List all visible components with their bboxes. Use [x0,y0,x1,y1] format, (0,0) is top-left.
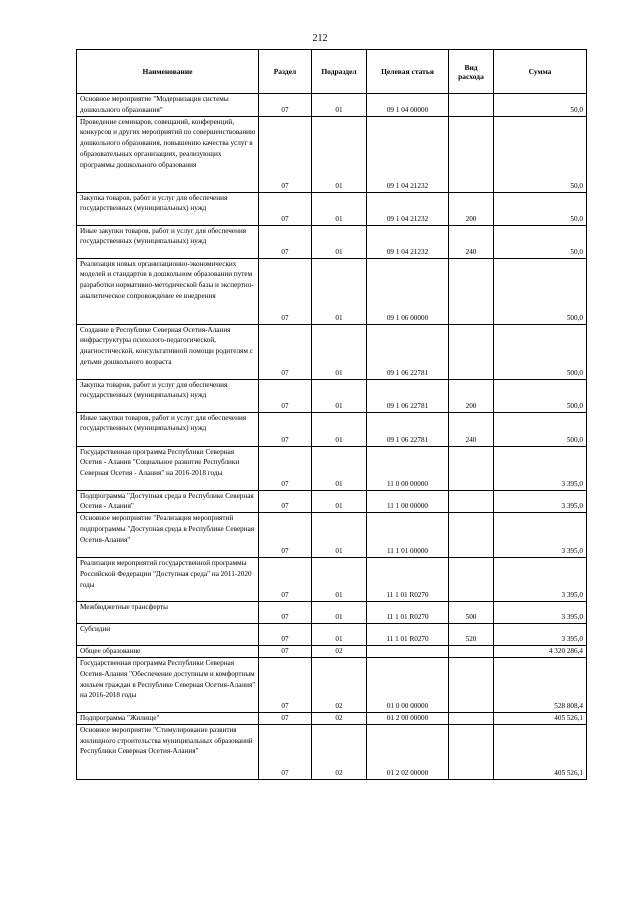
table-body [77,94,587,780]
table-row [77,558,587,602]
row-sum: 500,0 [494,379,587,412]
table-row [77,116,587,192]
row-section: 07 [259,324,312,379]
row-target: 09 1 06 22781 [367,412,449,446]
row-expense-type [449,712,494,724]
row-expense-type [449,646,494,658]
table-row [77,324,587,379]
row-subsection: 01 [312,94,367,117]
row-name: Реализация новых организационно-экономических моделей и стандартов в дошкольном образовании путем разработки нормативно-методической базы и экспертно-аналитическое сопровождение ее внедрения [77,258,259,324]
row-subsection: 01 [312,412,367,446]
row-expense-type [449,324,494,379]
row-expense-type [449,657,494,712]
row-target: 01 2 00 00000 [367,712,449,724]
row-subsection: 01 [312,324,367,379]
table-row [77,446,587,490]
row-name: Основное мероприятие "Реализация мероприятий подпрограммы "Доступная среда в Республике Северная Осетия-Алания" [77,513,259,558]
table-row [77,657,587,712]
row-section: 07 [259,192,312,225]
row-sum: 500,0 [494,258,587,324]
row-subsection: 02 [312,646,367,658]
row-section: 07 [259,94,312,117]
table-row [77,258,587,324]
row-target: 09 1 06 22781 [367,379,449,412]
row-name: Закупка товаров, работ и услуг для обеспечения государственных (муниципальных) нужд [77,192,259,225]
row-sum: 4 320 286,4 [494,646,587,658]
row-subsection: 02 [312,712,367,724]
row-subsection: 01 [312,446,367,490]
header-subsection: Подраздел [312,50,367,94]
table-row [77,192,587,225]
row-sum: 500,0 [494,412,587,446]
row-section: 07 [259,490,312,513]
row-name: Иные закупки товаров, работ и услуг для обеспечения государственных (муниципальных) нужд [77,412,259,446]
row-target: 11 1 01 00000 [367,513,449,558]
row-subsection: 01 [312,624,367,646]
budget-table [76,49,587,780]
row-section: 07 [259,602,312,624]
row-target: 11 1 01 R0270 [367,624,449,646]
row-expense-type [449,724,494,779]
row-sum: 3 395,0 [494,602,587,624]
row-name: Субсидии [77,624,259,646]
row-expense-type: 500 [449,602,494,624]
row-section: 07 [259,724,312,779]
row-expense-type [449,94,494,117]
row-sum: 50,0 [494,192,587,225]
row-expense-type: 240 [449,225,494,258]
row-subsection: 02 [312,657,367,712]
row-subsection: 01 [312,490,367,513]
row-subsection: 01 [312,513,367,558]
row-target: 09 1 04 21232 [367,192,449,225]
page-number: 212 [312,33,328,44]
row-section: 07 [259,412,312,446]
row-sum: 3 395,0 [494,446,587,490]
row-target: 09 1 04 21232 [367,225,449,258]
row-expense-type [449,490,494,513]
row-expense-type [449,446,494,490]
row-target: 01 2 02 00000 [367,724,449,779]
header-section: Раздел [259,50,312,94]
row-name: Создание в Республике Северная Осетия-Алания инфраструктуры психолого-педагогической, диагностической, консультативной помощи родителям с детьми дошкольного возраста [77,324,259,379]
row-subsection: 01 [312,192,367,225]
row-section: 07 [259,624,312,646]
row-sum: 50,0 [494,116,587,192]
row-target: 01 0 00 00000 [367,657,449,712]
row-target [367,646,449,658]
table-row [77,513,587,558]
row-subsection: 01 [312,258,367,324]
table-row [77,379,587,412]
row-section: 07 [259,657,312,712]
row-target: 11 1 01 R0270 [367,602,449,624]
row-target: 11 1 00 00000 [367,490,449,513]
row-subsection: 01 [312,116,367,192]
row-subsection: 01 [312,379,367,412]
row-section: 07 [259,558,312,602]
row-name: Закупка товаров, работ и услуг для обеспечения государственных (муниципальных) нужд [77,379,259,412]
row-sum: 528 808,4 [494,657,587,712]
row-expense-type: 200 [449,192,494,225]
row-section: 07 [259,446,312,490]
row-name: Общее образование [77,646,259,658]
row-name: Государственная программа Республики Северная Осетия - Алания "Социальное развитие Республики Северная Осетия - Алания" на 2016-2018 годы [77,446,259,490]
row-expense-type: 200 [449,379,494,412]
row-section: 07 [259,712,312,724]
row-section: 07 [259,513,312,558]
row-expense-type [449,513,494,558]
row-subsection: 01 [312,558,367,602]
row-section: 07 [259,646,312,658]
row-target: 09 1 04 21232 [367,116,449,192]
row-expense-type: 240 [449,412,494,446]
row-section: 07 [259,379,312,412]
row-section: 07 [259,116,312,192]
row-sum: 405 526,1 [494,724,587,779]
row-target: 09 1 06 22781 [367,324,449,379]
row-sum: 50,0 [494,94,587,117]
row-name: Государственная программа Республики Северная Осетия-Алания "Обеспечение доступным и комфортным жильем граждан в Республике Северная Осетия-Алания" на 2016-2018 годы [77,657,259,712]
header-target: Целевая статья [367,50,449,94]
row-sum: 500,0 [494,324,587,379]
table-row [77,712,587,724]
row-target: 09 1 04 00000 [367,94,449,117]
row-expense-type [449,558,494,602]
row-sum: 3 395,0 [494,490,587,513]
header-sum: Сумма [494,50,587,94]
row-name: Подпрограмма "Жилище" [77,712,259,724]
row-subsection: 01 [312,602,367,624]
row-name: Основное мероприятие "Стимулирование развития жилищного строительства муниципальных образований Республики Северная Осетия-Алания" [77,724,259,779]
table-row [77,602,587,624]
row-expense-type: 520 [449,624,494,646]
row-name: Основное мероприятие "Модернизация системы дошкольного образования" [77,94,259,117]
row-name: Проведение семинаров, совещаний, конференций, конкурсов и других мероприятий по совершенствованию дошкольного образования, повышению качества услуг в образовательных организациях, реализующих программы дошкольного образования [77,116,259,192]
table-header-row [77,50,587,94]
row-sum: 50,0 [494,225,587,258]
row-sum: 3 395,0 [494,558,587,602]
row-name: Подпрограмма "Доступная среда в Республике Северная Осетия - Алания" [77,490,259,513]
row-sum: 405 526,1 [494,712,587,724]
row-sum: 3 395,0 [494,513,587,558]
table-row [77,646,587,658]
row-target: 11 1 01 R0270 [367,558,449,602]
row-name: Реализация мероприятий государственной программы Российской Федерации "Доступная среда" на 2011-2020 годы [77,558,259,602]
table-row [77,225,587,258]
row-subsection: 01 [312,225,367,258]
row-section: 07 [259,258,312,324]
row-name: Межбюджетные трансферты [77,602,259,624]
row-subsection: 02 [312,724,367,779]
row-expense-type [449,258,494,324]
header-name: Наименование [77,50,259,94]
table-row [77,724,587,779]
row-name: Иные закупки товаров, работ и услуг для обеспечения государственных (муниципальных) нужд [77,225,259,258]
row-target: 11 0 00 00000 [367,446,449,490]
table-row [77,412,587,446]
table-row [77,624,587,646]
header-expense-type: Вид расхода [449,50,494,94]
row-sum: 3 395,0 [494,624,587,646]
row-expense-type [449,116,494,192]
table-row [77,490,587,513]
row-target: 09 1 06 00000 [367,258,449,324]
row-section: 07 [259,225,312,258]
table-row [77,94,587,117]
